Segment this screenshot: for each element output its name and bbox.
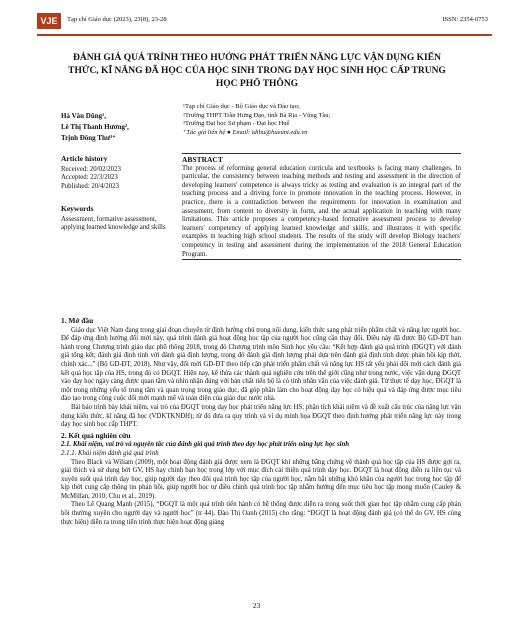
article-info <box>61 155 171 233</box>
paragraph: Theo Lê Quang Mạnh (2015), “ĐGQT là một quá trình tiến hành có hệ thống được diễn ra trong suốt thời gian học tập nhằm cung cấp phản hồi thường xuyên cho người dạy và người học” (tr 44). Đào Thị Oanh (2015) cho rằng: “ĐGQT là hoạt động đánh giá (có thể do GV, HS cùng thực hiện) diễn ra trong tiến trình thực hiện hoạt động giảng <box>61 501 461 526</box>
author: Lê Thị Thanh Hương², <box>61 123 129 131</box>
paper-title: ĐÁNH GIÁ QUÁ TRÌNH THEO HƯỚNG PHÁT TRIỂN NĂNG LỰC VẬN DỤNG KIẾN THỨC, KĨ NĂNG ĐÃ HỌC CỦA HỌC SINH TRONG DẠY HỌC SINH HỌC CẤP TRUNG HỌC PHỔ THÔNG <box>68 53 446 89</box>
affiliation: ³Trường Đại học Sư phạm - Đại học Huế <box>183 120 290 128</box>
section-heading: 1. Mở đầu <box>61 316 94 325</box>
abstract <box>182 153 461 260</box>
received-date: Received: 20/02/2023 <box>61 165 121 173</box>
published-date: Published: 20/4/2023 <box>61 182 119 190</box>
affiliation: ²Trường THPT Trần Hưng Đạo, tỉnh Bà Rịa - Vũng Tàu; <box>183 111 331 119</box>
accepted-date: Accepted: 22/3/2023 <box>61 174 118 181</box>
article-history-label: Article history <box>61 154 108 163</box>
main-body <box>61 315 461 527</box>
affiliations <box>183 103 330 137</box>
journal-citation: Tạp chí Giáo dục (2023), 23(8), 23-28 <box>67 16 167 23</box>
author: Trịnh Đông Thư³⁺ <box>61 134 116 142</box>
paragraph: Giáo dục Việt Nam đang trong giai đoạn chuyển từ định hướng chú trọng nội dung, kiến thức sang phát triển phẩm chất và năng lực người học. Để đáp ứng định hướng đổi mới này, quá trình đánh giá hoạt động học tập của người học cũng cần thay đổi. Điều này đã được Bộ GD-ĐT ban hành trong Chương trình giáo dục phổ thông 2018, trong đó Chương trình môn Sinh học yêu cầu: “Kết hợp đánh giá quá trình (ĐGQT) với đánh giá tổng kết; đánh giá định tính với đánh giá định lượng, trong đó đánh giá định lượng phải dựa trên đánh giá định tính được phản hồi kịp thời, chính xác...” (Bộ GD-ĐT, 2018). Như vậy, đổi mới GD-ĐT theo tiếp cận phát triển phẩm chất và năng lực HS tất yếu phải đổi mới cách đánh giá kết quả học tập của HS, trong đó có ĐGQT. Hiện nay, kể thừa các thành quả nghiên cứu trên thế giới cũng như trong nước, việc vận dụng ĐGQT vào dạy học ngày càng được quan tâm và nhìn nhận đúng với bản chất tiến bộ là có tính nhân văn của việc đánh giá. Từ thực tế dạy học, ĐGQT là một trong những yếu tố trung tâm và quan trọng trong giáo dục, đã góp phần làm cho hoạt động dạy học có hiệu quả và đáp ứng được mục tiêu đào tạo trong công cuộc đổi mới mạnh mẽ và toàn diện của giáo dục nước nhà. <box>61 326 461 403</box>
abstract-text: The process of reforming general education curricula and textbooks is facing many challenges. In particular, the consistency between teaching methods and testing and assessment in the direction of developing learners' competence is always tricky as testing and evaluation is an integral part of the teaching process and a driving force to promote innovation in the teaching process. However, in practice, there is a contradiction between the requirements for innovation in examination and assessment, from content to diversity in form, and the actual application in teaching with many limitations. This article proposes a competency-based formative assessment process to develop learners' competency of applying learned knowledge and skills; and illustrates it with specific examples in teaching high school students. The results of the study will develop Biology teachers' competency in testing and assessment during the implementation of the 2018 General Education Program. <box>182 164 461 258</box>
journal-logo: VJE <box>37 13 61 29</box>
keywords-label: Keywords <box>61 204 94 213</box>
corresponding-author: ⁺Tác giả liên hệ ● Email: tdthu@hueuni.edu.vn <box>183 128 308 136</box>
keywords-text: Assessment, formative assessment, applying learned knowledge and skills <box>61 215 166 231</box>
issn: ISSN: 2354-0753 <box>442 16 488 23</box>
section-heading: 2. Kết quả nghiên cứu <box>61 430 131 440</box>
affiliation: ¹Tạp chí Giáo dục - Bộ Giáo dục và Đào tạo; <box>183 103 300 110</box>
author-list <box>61 111 129 144</box>
journal-header <box>37 12 492 36</box>
page-number: 23 <box>252 601 261 610</box>
paragraph: Theo Black và Wiliam (2009), một hoạt động đánh giá được xem là ĐGQT khi những bằng chứng về thành quả học tập của HS được gợi ra, giải thích và sử dụng bởi GV, HS hay chính bạn học trong lớp với mục đích cải thiện quá trình dạy học. ĐGQT là hoạt động diễn ra liên tục và xuyên suốt quá trình dạy học, giúp người dạy theo dõi quá trình học tập của người học, nắm bắt những khó khăn của người học trong học tập để kịp thời cung cấp thông tin phản hồi, giúp người học tự điều chỉnh quá trình học tập nhằm hướng đến mục tiêu học tập mong muốn (Cauley & McMillan, 2010; Chu et al., 2019). <box>61 458 461 500</box>
subsection-heading: 2.1. Khái niệm, vai trò và nguyên tắc của đánh giá quá trình theo dạy học phát triển năng lực học sinh <box>61 441 350 449</box>
abstract-label: ABSTRACT <box>182 155 223 164</box>
paragraph: Bài báo trình bày khái niệm, vai trò của ĐGQT trong dạy học phát triển năng lực HS; phân tích khái niệm và đề xuất cấu trúc của năng lực vận dụng kiến thức, kĩ năng đã học (VDKTKNĐH); từ đó đưa ra quy trình và ví dụ minh họa ĐGQT theo định hướng phát triển năng lực này trong dạy học sinh học cấp THPT. <box>61 403 461 429</box>
subsubsection-heading: 2.1.1. Khái niệm đánh giá quá trình <box>61 449 159 457</box>
author: Hà Văn Dũng¹, <box>61 112 106 120</box>
